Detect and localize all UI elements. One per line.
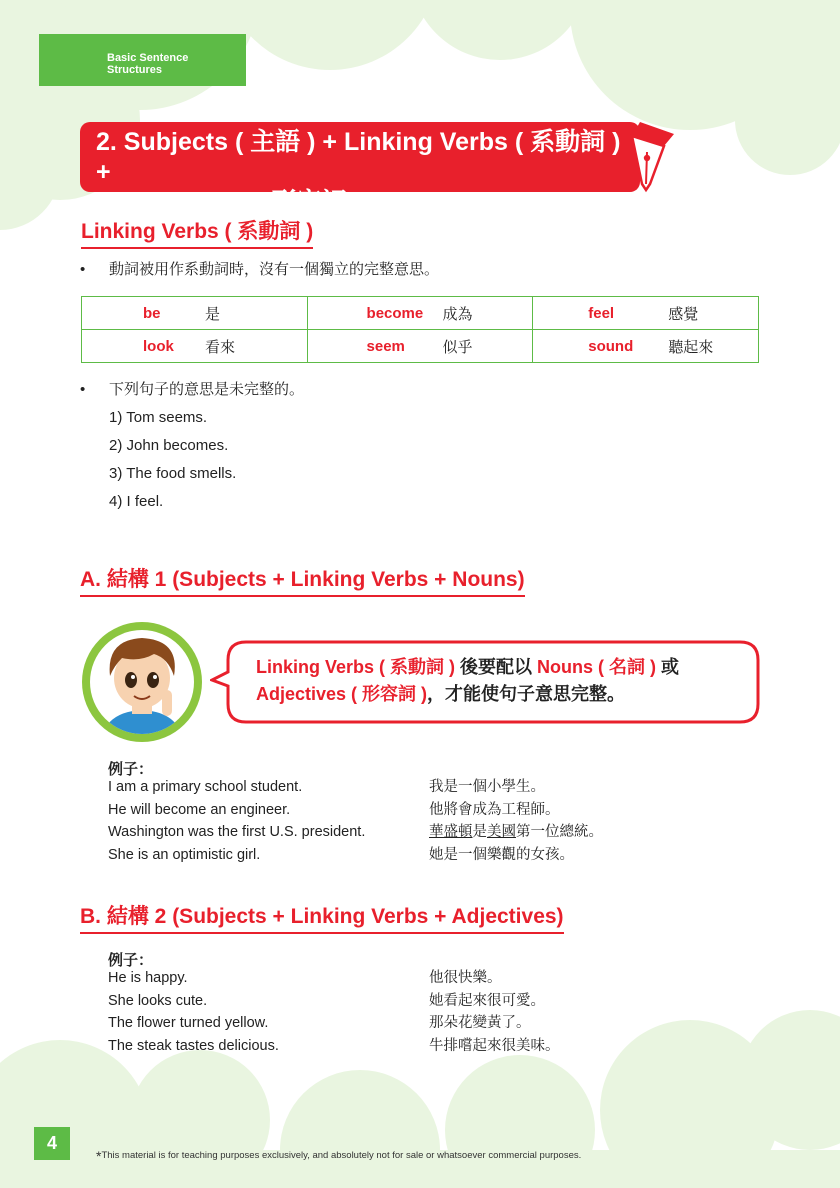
section-letter: A.	[80, 568, 101, 591]
bullet-incomplete-text: 下列句子的意思是未完整的。	[109, 381, 305, 398]
verb-en: look	[143, 337, 174, 355]
table-row	[82, 330, 759, 363]
example-label-b: 例子：	[108, 952, 154, 969]
fountain-pen-icon	[620, 116, 680, 196]
list-item: 2) John becomes.	[109, 437, 229, 454]
example-sentence: He will become an engineer.	[108, 801, 291, 818]
verb-en: feel	[588, 304, 615, 322]
table-cell	[533, 330, 759, 363]
speech-line-1	[256, 654, 679, 681]
title-line-1: 2. Subjects ( 主語 ) + Linking Verbs ( 系動詞 ) +	[96, 128, 621, 186]
speech-bubble-text	[256, 654, 679, 708]
example-translation: 他將會成為工程師。	[429, 801, 560, 818]
speech-linking-verbs: Linking Verbs ( 系動詞 )	[256, 657, 456, 677]
title-line-2: Adjectives ( 形容詞 )	[124, 188, 362, 216]
example-translation: 她是一個樂觀的女孩。	[429, 847, 574, 864]
verb-en: be	[143, 304, 161, 322]
title-banner	[80, 122, 640, 216]
footnote	[96, 1148, 581, 1164]
linking-verbs-heading: Linking Verbs ( 系動詞 )	[81, 218, 313, 249]
structure-a-heading	[80, 566, 525, 597]
structure-a-heading-text: 結構 1 (Subjects + Linking Verbs + Nouns)	[106, 568, 525, 591]
list-item: 4) I feel.	[109, 493, 164, 510]
verb-zh: 聽起來	[668, 338, 714, 356]
verb-zh: 似乎	[442, 338, 473, 356]
list-item: 1) Tom seems.	[109, 409, 208, 426]
speech-connector: 後要配以	[455, 657, 538, 677]
verb-en: sound	[588, 337, 634, 355]
speech-or: 或	[656, 657, 680, 677]
proper-noun-washington: 華盛頓	[429, 824, 473, 841]
examples-b-chinese	[429, 967, 560, 1058]
bullet-dot: •	[80, 381, 86, 398]
verb-en: become	[366, 304, 424, 322]
table-cell	[307, 297, 533, 330]
speech-line-2	[256, 681, 679, 708]
header-tab	[39, 34, 246, 86]
bullet-definition-text: 動詞被用作系動詞時，沒有一個獨立的完整意思。	[109, 261, 440, 278]
speech-nouns: Nouns ( 名詞 )	[537, 657, 657, 677]
verb-zh: 成為	[442, 305, 473, 323]
example-translation	[429, 821, 603, 844]
table-cell	[307, 330, 533, 363]
section-letter: B.	[80, 905, 101, 928]
structure-b-heading-text: 結構 2 (Subjects + Linking Verbs + Adjectives)	[106, 905, 564, 928]
verb-zh: 是	[205, 305, 221, 323]
example-translation: 她看起來很可愛。	[429, 992, 545, 1009]
table-row	[82, 297, 759, 330]
bullet-incomplete	[80, 380, 304, 400]
speech-adjectives: Adjectives ( 形容詞 )	[256, 684, 428, 704]
boy-avatar-icon	[80, 620, 204, 744]
linking-verbs-table	[81, 296, 759, 363]
list-item: 3) The food smells.	[109, 465, 237, 482]
example-translation: 牛排嚐起來很美味。	[429, 1038, 560, 1055]
examples-a-chinese	[429, 776, 603, 867]
example-sentence: He is happy.	[108, 970, 188, 986]
examples-b-english	[108, 967, 279, 1058]
table-cell	[533, 297, 759, 330]
example-sentence: The flower turned yellow.	[108, 1015, 269, 1032]
example-sentence: The steak tastes delicious.	[108, 1038, 279, 1055]
footnote-star: *	[96, 1148, 102, 1164]
example-translation: 他很快樂。	[429, 970, 502, 986]
page-number: 4	[34, 1127, 70, 1160]
verb-en: seem	[366, 337, 405, 355]
header-tab-label: Basic Sentence Structures	[107, 52, 189, 76]
example-sentence: She looks cute.	[108, 992, 208, 1009]
example-sentence: I am a primary school student.	[108, 779, 303, 795]
example-label-a: 例子：	[108, 761, 154, 778]
verb-zh: 感覺	[668, 305, 699, 323]
translation-fragment: 第一位總統。	[516, 824, 603, 841]
examples-a-english	[108, 776, 365, 867]
example-translation: 那朵花變黃了。	[429, 1015, 531, 1032]
incomplete-sentence-list	[109, 404, 236, 516]
speech-ending: ，才能使句子意思完整。	[427, 684, 626, 704]
verb-zh: 看來	[205, 338, 236, 356]
example-sentence: Washington was the first U.S. president.	[108, 824, 366, 841]
bullet-definition	[80, 260, 439, 280]
translation-fragment: 是	[472, 824, 487, 841]
table-cell	[82, 330, 308, 363]
structure-b-heading	[80, 903, 564, 934]
footnote-text: This material is for teaching purposes exclusively, and absolutely not for sale or whatsoever commercial purposes.	[101, 1150, 582, 1161]
example-translation: 我是一個小學生。	[429, 779, 545, 795]
table-cell	[82, 297, 308, 330]
proper-noun-usa: 美國	[487, 824, 516, 841]
bullet-dot: •	[80, 261, 86, 278]
example-sentence: She is an optimistic girl.	[108, 847, 261, 864]
